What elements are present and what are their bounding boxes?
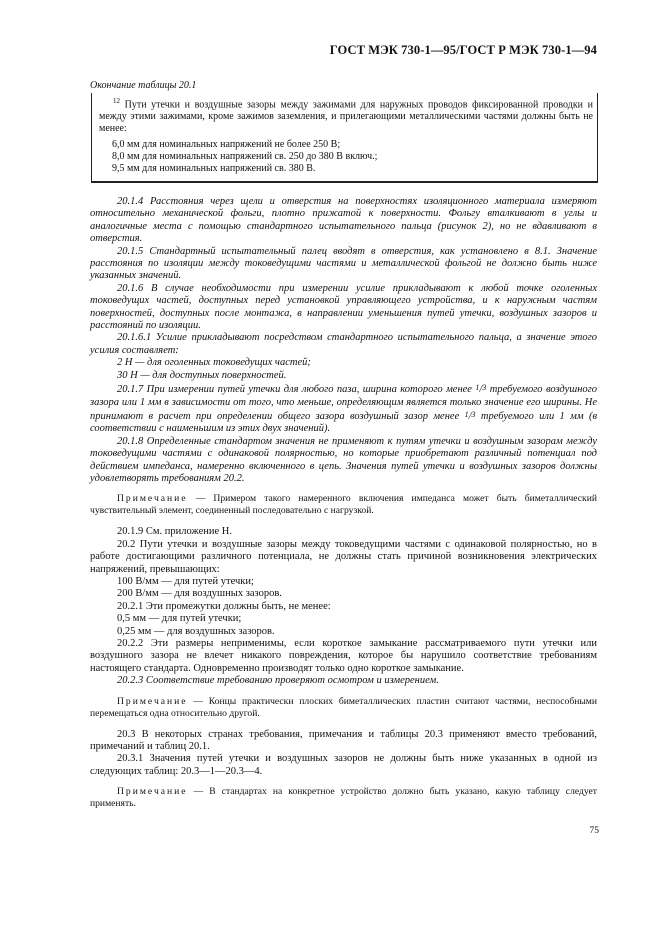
note-label: Примечание xyxy=(117,695,188,707)
clause-20-2-2: 20.2.2 Эти размеры неприменимы, если короткое замыкание рассматриваемого пути утечки или воздушного зазора не влечет никакого повреждения, которое бы нарушило соответствие требованиям настоящего стандарта. Одновременно производят только одно короткое замыкание. xyxy=(90,638,597,674)
note-text: — В стандартах на конкретное устройство должно быть указано, какую таблицу следует применять. xyxy=(90,786,597,810)
clause-20-1-8: 20.1.8 Определенные стандартом значения не применяют к путям утечки и воздушным зазорам между токоведущими частями с одинаковой полярностью, но которые приобретают различный потенциал под действием импеданса, намеренно включенного в цепь. Значения путей утечки и воздушных зазоров должны удовлетворять требованиям 20.2. xyxy=(90,435,597,484)
fraction-numerator: 1 xyxy=(464,409,469,419)
table-caption: Окончание таблицы 20.1 xyxy=(90,80,197,91)
fraction-denominator: 3 xyxy=(471,409,476,419)
note-label: Примечание xyxy=(117,493,188,505)
clause-20-2: 20.2 Пути утечки и воздушные зазоры между токоведущими частями с одинаковой полярностью, но в работе достигающими различного потенциала, не должны стать причиной возникновения электрических напряжений, превышающих: xyxy=(90,538,597,575)
note-text: — Примером такого намеренного включения импеданса может быть биметаллический чувствительный элемент, соединенный последовательно с нагрузкой. xyxy=(90,493,597,517)
clause-20-1-7: 20.1.7 При измерении путей утечки для любого паза, ширина которого менее 1/3 требуемого воздушного зазора или 1 мм в зависимости от того, что меньше, определяющим является только значение его ширины. Не принимают в расчет при определении общего зазора воздушный зазор менее 1/3 требуемого или 1 мм (в соответствии с наименьшим из этих двух значений). xyxy=(90,383,597,435)
force-item: 2 Н — для оголенных токоведущих частей; xyxy=(117,357,311,369)
clause-20-1-9: 20.1.9 См. приложение Н. xyxy=(117,526,232,538)
note xyxy=(90,786,597,810)
clause-20-1-6-1: 20.1.6.1 Усилие прикладывают посредством стандартного испытательного пальца, а значение этого усилия составляет: xyxy=(90,332,597,356)
document-header: ГОСТ МЭК 730-1—95/ГОСТ Р МЭК 730-1—94 xyxy=(329,43,597,57)
clause-20-3-1: 20.3.1 Значения путей утечки и воздушных зазоров не должны быть ниже указанных в одной из следующих таблиц: 20.3—1—20.3—4. xyxy=(90,753,597,777)
clause-20-1-7-part: 20.1.7 При измерении путей утечки для любого паза, ширина которого менее xyxy=(117,384,476,396)
clause-20-1-7-part: требуемого или 1 мм (в соответствии с наименьшим из этих двух значений). xyxy=(90,410,597,435)
footnote-line: 8,0 мм для номинальных напряжений св. 250 до 380 В включ.; xyxy=(112,151,378,163)
footnote-line: 9,5 мм для номинальных напряжений св. 380 В. xyxy=(112,163,316,175)
footnote-line: 6,0 мм для номинальных напряжений не более 250 В; xyxy=(112,139,341,151)
clause-20-3: 20.3 В некоторых странах требования, примечания и таблицы 20.3 применяют вместо требований, примечаний и таблиц 20.1. xyxy=(90,728,597,753)
clause-20-1-5: 20.1.5 Стандартный испытательный палец вводят в отверстия, как установлено в 8.1. Значение расстояния по изоляции между токоведущими частями и металлической фольгой не должно быть ниже указанных значений. xyxy=(90,245,597,282)
voltage-item: 100 В/мм — для путей утечки; xyxy=(117,575,254,587)
footnote-mark: 12 xyxy=(113,97,120,105)
distance-item: 0,25 мм — для воздушных зазоров. xyxy=(117,625,275,637)
table-footnote-box xyxy=(91,93,598,183)
clause-20-1-6: 20.1.6 В случае необходимости при измерении усилие прикладывают к любой точке оголенных токоведущих частей, доступных перед установкой управляющего устройства, и к наружным частям поверхностей, доступных после монтажа, в направлении уменьшения путей утечки, воздушных зазоров и расстояний по изоляции. xyxy=(90,282,597,332)
force-item: 30 Н — для доступных поверхностей. xyxy=(117,369,287,381)
note xyxy=(90,493,597,517)
page-number: 75 xyxy=(589,826,599,836)
voltage-item: 200 В/мм — для воздушных зазоров. xyxy=(117,588,282,600)
clause-20-2-1: 20.2.1 Эти промежутки должны быть, не менее: xyxy=(117,600,331,612)
document-body xyxy=(90,196,597,810)
table-footnote xyxy=(99,95,593,135)
clause-20-1-7-part: требуемого воздушного зазора или 1 мм в зависимости от того, что меньше, определяющим является только значение его ширины. Не принимают в расчет при определении общего зазора воздушный зазор менее xyxy=(90,384,597,422)
note-label: Примечание xyxy=(117,786,188,798)
footnote-text: Пути утечки и воздушные зазоры между зажимами для наружных проводов фиксированной проводки и между этими зажимами, кроме зажимов заземления, и прилегающими металлическими частями должны быть не менее: xyxy=(99,99,594,135)
note-text: — Концы практически плоских биметаллических пластин считают частями, неспособными перемещаться одна относительно другой. xyxy=(90,695,597,719)
clause-20-2-3: 20.2.3 Соответствие требованию проверяют осмотром и измерением. xyxy=(117,675,439,687)
fraction-numerator: 1 xyxy=(475,383,480,393)
clause-20-1-4: 20.1.4 Расстояния через щели и отверстия на поверхностях изоляционного материала измеряют относительно механической фольги, плотно прижатой к поверхности. Фольгу вталкивают в углы и аналогичные места с помощью стандартного испытательного пальца (рисунок 2), но не вдавливают в отверстия. xyxy=(90,196,597,245)
distance-item: 0,5 мм — для путей утечки; xyxy=(117,613,242,625)
fraction-denominator: 3 xyxy=(482,383,487,393)
note xyxy=(90,696,597,720)
